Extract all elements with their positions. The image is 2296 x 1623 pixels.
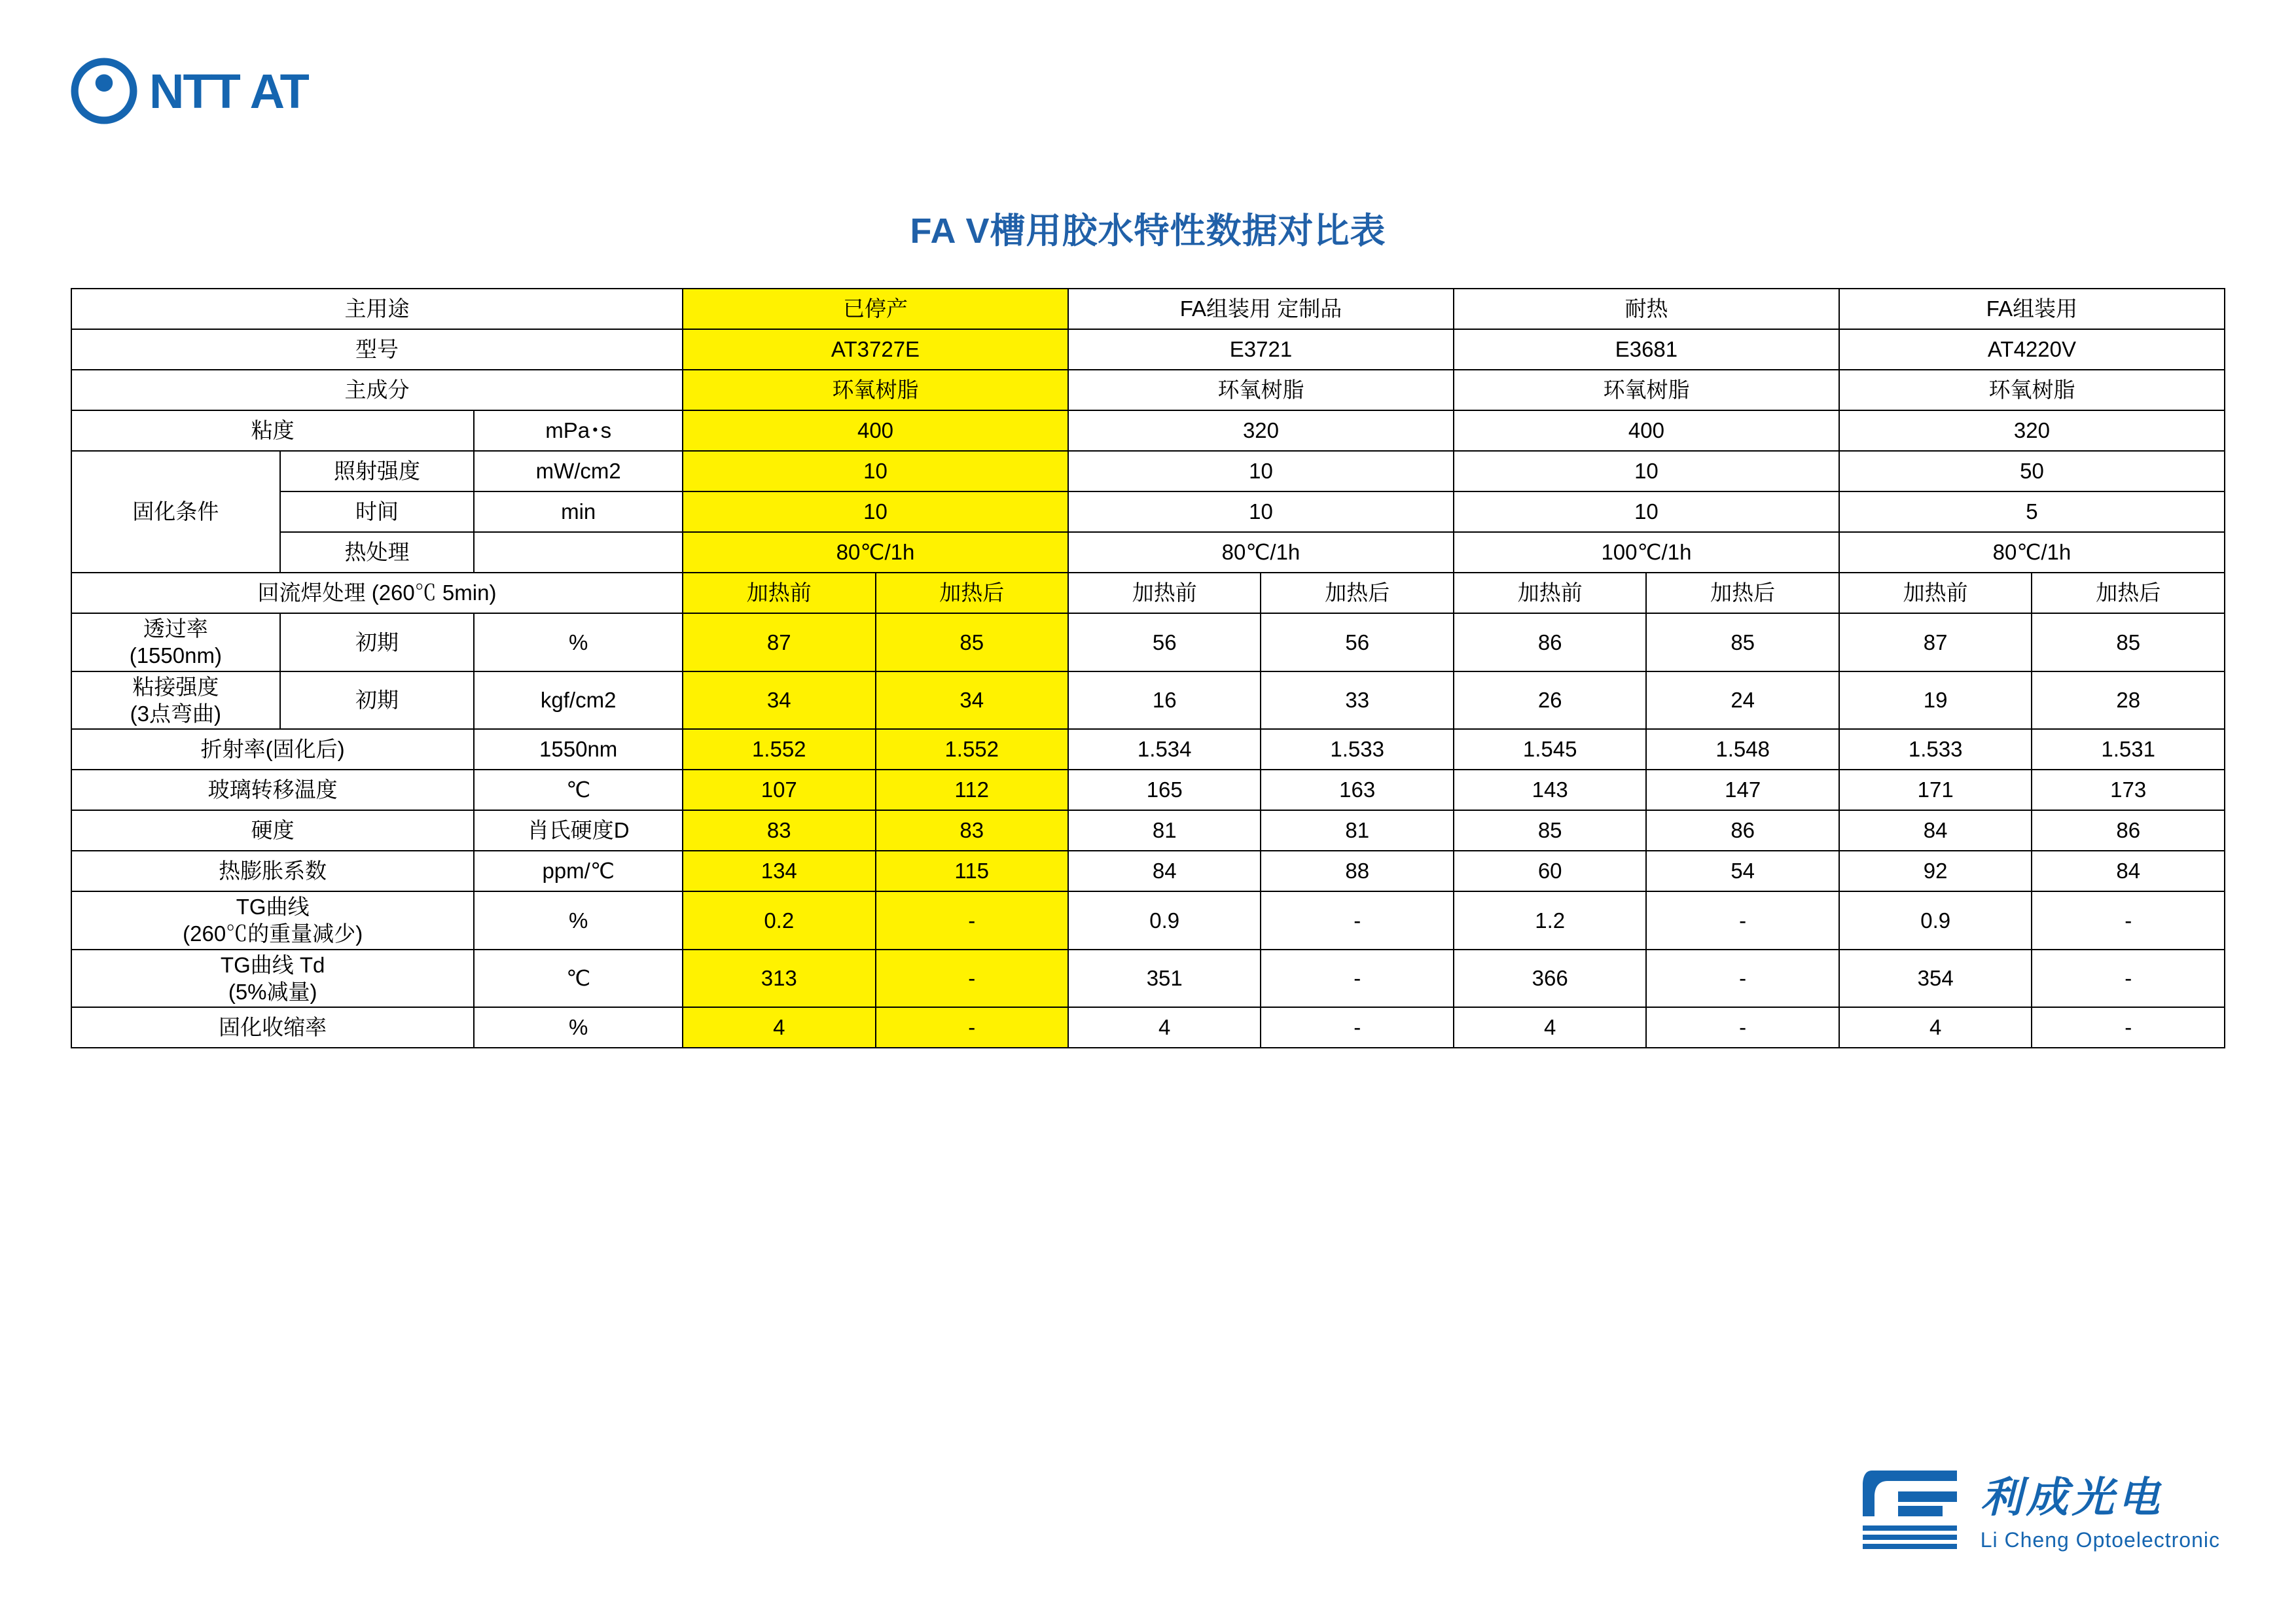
cell-model-col3: E3681 <box>1454 329 1839 370</box>
cell-time-col1: 10 <box>683 491 1068 532</box>
table-row <box>71 410 2225 451</box>
cell-adhesion-6: 24 <box>1646 671 1839 730</box>
cell-transmittance-6: 85 <box>1646 613 1839 671</box>
row-label-main-use: 主用途 <box>71 289 683 329</box>
subheader-before-col4: 加热前 <box>1839 573 2032 613</box>
row-label-glass-transition: 玻璃转移温度 <box>71 770 474 810</box>
cell-tg-5: 143 <box>1454 770 1646 810</box>
cell-tgtd-2: - <box>876 950 1068 1008</box>
subheader-after-col4: 加热后 <box>2032 573 2225 613</box>
cell-tgtd-4: - <box>1261 950 1453 1008</box>
row-unit-glass-transition: ℃ <box>474 770 683 810</box>
cell-tgw-3: 0.9 <box>1068 891 1261 950</box>
cell-adhesion-4: 33 <box>1261 671 1453 730</box>
table-row <box>71 370 2225 410</box>
row-label-transmittance <box>71 613 280 671</box>
cell-model-col4: AT4220V <box>1839 329 2225 370</box>
cell-shrink-2: - <box>876 1007 1068 1048</box>
ntt-at-circle-logo-icon <box>71 58 137 124</box>
li-cheng-name-cn: 利成光电 <box>1980 1474 2164 1521</box>
row-label-tg-td-line2: (5%减量) <box>228 979 317 1004</box>
cell-cte-8: 84 <box>2032 851 2225 891</box>
page-title: FA V槽用胶水特性数据对比表 <box>910 211 1386 251</box>
cell-tgw-4: - <box>1261 891 1453 950</box>
table-row <box>71 573 2225 613</box>
cell-tgtd-6: - <box>1646 950 1839 1008</box>
cell-main-use-col2: FA组装用 定制品 <box>1068 289 1454 329</box>
li-cheng-mark-icon <box>1859 1465 1964 1552</box>
row-unit-irradiance: mW/cm2 <box>474 451 683 491</box>
table-row <box>71 891 2225 950</box>
subheader-before-col1: 加热前 <box>683 573 875 613</box>
row-unit-cure-shrinkage: % <box>474 1007 683 1048</box>
row-label-adhesion-line1: 粘接强度 <box>132 674 219 699</box>
cell-tg-7: 171 <box>1839 770 2032 810</box>
cell-tgw-5: 1.2 <box>1454 891 1646 950</box>
cell-tgw-7: 0.9 <box>1839 891 2032 950</box>
cell-transmittance-2: 85 <box>876 613 1068 671</box>
cell-time-col2: 10 <box>1068 491 1454 532</box>
row-unit-refractive-index: 1550nm <box>474 729 683 770</box>
row-label-tg-td-line1: TG曲线 Td <box>220 952 325 977</box>
table-row <box>71 950 2225 1008</box>
cell-tg-6: 147 <box>1646 770 1839 810</box>
cell-irradiance-col1: 10 <box>683 451 1068 491</box>
row-label-heat-treatment: 热处理 <box>280 532 475 573</box>
row-label-adhesion <box>71 671 280 730</box>
cell-tg-3: 165 <box>1068 770 1261 810</box>
li-cheng-name-en: Li Cheng Optoelectronic <box>1980 1528 2220 1552</box>
row-stage-transmittance: 初期 <box>280 613 475 671</box>
row-label-tg-td <box>71 950 474 1008</box>
row-label-tg-weight-loss-line2: (260℃的重量减少) <box>183 921 363 946</box>
cell-time-col3: 10 <box>1454 491 1839 532</box>
cell-shrink-6: - <box>1646 1007 1839 1048</box>
row-label-adhesion-line2: (3点弯曲) <box>130 701 221 726</box>
cell-refractive-7: 1.533 <box>1839 729 2032 770</box>
row-label-tg-weight-loss-line1: TG曲线 <box>236 895 310 919</box>
cell-shrink-8: - <box>2032 1007 2225 1048</box>
cell-adhesion-5: 26 <box>1454 671 1646 730</box>
table-row <box>71 532 2225 573</box>
row-stage-adhesion: 初期 <box>280 671 475 730</box>
row-label-tg-weight-loss <box>71 891 474 950</box>
cell-component-col2: 环氧树脂 <box>1068 370 1454 410</box>
row-unit-hardness: 肖氏硬度D <box>474 810 683 851</box>
cell-component-col4: 环氧树脂 <box>1839 370 2225 410</box>
subheader-after-col2: 加热后 <box>1261 573 1453 613</box>
cell-shrink-4: - <box>1261 1007 1453 1048</box>
cell-refractive-6: 1.548 <box>1646 729 1839 770</box>
cell-cte-5: 60 <box>1454 851 1646 891</box>
cell-tg-2: 112 <box>876 770 1068 810</box>
row-label-component: 主成分 <box>71 370 683 410</box>
row-unit-heat-treatment <box>474 532 683 573</box>
row-unit-viscosity: mPa･s <box>474 410 683 451</box>
table-row <box>71 451 2225 491</box>
cell-hardness-8: 86 <box>2032 810 2225 851</box>
ntt-at-logo <box>71 58 308 124</box>
cell-tgw-2: - <box>876 891 1068 950</box>
cell-tgtd-1: 313 <box>683 950 875 1008</box>
cell-component-col3: 环氧树脂 <box>1454 370 1839 410</box>
cell-refractive-2: 1.552 <box>876 729 1068 770</box>
row-unit-time: min <box>474 491 683 532</box>
cell-main-use-col4: FA组装用 <box>1839 289 2225 329</box>
cell-shrink-5: 4 <box>1454 1007 1646 1048</box>
cell-transmittance-1: 87 <box>683 613 875 671</box>
table-row <box>71 491 2225 532</box>
cell-heat-treatment-col2: 80℃/1h <box>1068 532 1454 573</box>
cell-heat-treatment-col4: 80℃/1h <box>1839 532 2225 573</box>
cell-main-use-col1: 已停产 <box>683 289 1068 329</box>
table-row <box>71 729 2225 770</box>
cell-transmittance-8: 85 <box>2032 613 2225 671</box>
cell-transmittance-4: 56 <box>1261 613 1453 671</box>
row-label-refractive-index: 折射率(固化后) <box>71 729 474 770</box>
cell-transmittance-3: 56 <box>1068 613 1261 671</box>
subheader-after-col1: 加热后 <box>876 573 1068 613</box>
row-unit-cte: ppm/℃ <box>474 851 683 891</box>
table-row <box>71 770 2225 810</box>
cell-cte-7: 92 <box>1839 851 2032 891</box>
cell-hardness-4: 81 <box>1261 810 1453 851</box>
li-cheng-text <box>1981 1464 2220 1552</box>
cell-tg-4: 163 <box>1261 770 1453 810</box>
cell-cte-3: 84 <box>1068 851 1261 891</box>
row-label-viscosity: 粘度 <box>71 410 474 451</box>
table-row <box>71 1007 2225 1048</box>
cell-hardness-2: 83 <box>876 810 1068 851</box>
cell-shrink-7: 4 <box>1839 1007 2032 1048</box>
cell-refractive-3: 1.534 <box>1068 729 1261 770</box>
row-unit-tg-td: ℃ <box>474 950 683 1008</box>
table-row <box>71 329 2225 370</box>
row-label-irradiance: 照射强度 <box>280 451 475 491</box>
cell-component-col1: 环氧树脂 <box>683 370 1068 410</box>
cell-model-col2: E3721 <box>1068 329 1454 370</box>
spec-table-container <box>71 288 2225 1048</box>
cell-time-col4: 5 <box>1839 491 2225 532</box>
cell-tg-1: 107 <box>683 770 875 810</box>
cell-hardness-5: 85 <box>1454 810 1646 851</box>
cell-irradiance-col3: 10 <box>1454 451 1839 491</box>
cell-tgw-6: - <box>1646 891 1839 950</box>
li-cheng-logo <box>1859 1464 2220 1552</box>
row-label-reflow: 回流焊处理 (260℃ 5min) <box>71 573 683 613</box>
cell-hardness-6: 86 <box>1646 810 1839 851</box>
cell-tgw-1: 0.2 <box>683 891 875 950</box>
cell-refractive-8: 1.531 <box>2032 729 2225 770</box>
table-row <box>71 851 2225 891</box>
cell-adhesion-7: 19 <box>1839 671 2032 730</box>
cell-shrink-1: 4 <box>683 1007 875 1048</box>
cell-main-use-col3: 耐热 <box>1454 289 1839 329</box>
cell-refractive-1: 1.552 <box>683 729 875 770</box>
cell-tgw-8: - <box>2032 891 2225 950</box>
table-row <box>71 613 2225 671</box>
cell-adhesion-3: 16 <box>1068 671 1261 730</box>
row-label-cte: 热膨胀系数 <box>71 851 474 891</box>
row-label-model: 型号 <box>71 329 683 370</box>
cell-refractive-5: 1.545 <box>1454 729 1646 770</box>
row-label-cure-conditions: 固化条件 <box>71 451 280 573</box>
cell-shrink-3: 4 <box>1068 1007 1261 1048</box>
row-unit-transmittance: % <box>474 613 683 671</box>
row-label-transmittance-line2: (1550nm) <box>129 643 222 668</box>
cell-hardness-3: 81 <box>1068 810 1261 851</box>
subheader-before-col2: 加热前 <box>1068 573 1261 613</box>
cell-cte-1: 134 <box>683 851 875 891</box>
cell-transmittance-5: 86 <box>1454 613 1646 671</box>
cell-transmittance-7: 87 <box>1839 613 2032 671</box>
cell-irradiance-col4: 50 <box>1839 451 2225 491</box>
cell-hardness-7: 84 <box>1839 810 2032 851</box>
row-unit-tg-weight-loss: % <box>474 891 683 950</box>
cell-heat-treatment-col3: 100℃/1h <box>1454 532 1839 573</box>
cell-tgtd-8: - <box>2032 950 2225 1008</box>
cell-refractive-4: 1.533 <box>1261 729 1453 770</box>
subheader-after-col3: 加热后 <box>1646 573 1839 613</box>
row-label-hardness: 硬度 <box>71 810 474 851</box>
ntt-at-wordmark: NTT AT <box>149 63 308 118</box>
table-row <box>71 810 2225 851</box>
cell-tgtd-5: 366 <box>1454 950 1646 1008</box>
cell-tg-8: 173 <box>2032 770 2225 810</box>
cell-adhesion-1: 34 <box>683 671 875 730</box>
row-label-time: 时间 <box>280 491 475 532</box>
cell-viscosity-col4: 320 <box>1839 410 2225 451</box>
cell-hardness-1: 83 <box>683 810 875 851</box>
row-label-cure-shrinkage: 固化收缩率 <box>71 1007 474 1048</box>
adhesive-spec-table <box>71 288 2225 1048</box>
cell-adhesion-2: 34 <box>876 671 1068 730</box>
cell-viscosity-col2: 320 <box>1068 410 1454 451</box>
table-row <box>71 671 2225 730</box>
cell-viscosity-col1: 400 <box>683 410 1068 451</box>
cell-cte-6: 54 <box>1646 851 1839 891</box>
cell-tgtd-3: 351 <box>1068 950 1261 1008</box>
cell-cte-4: 88 <box>1261 851 1453 891</box>
row-unit-adhesion: kgf/cm2 <box>474 671 683 730</box>
cell-viscosity-col3: 400 <box>1454 410 1839 451</box>
cell-model-col1: AT3727E <box>683 329 1068 370</box>
cell-heat-treatment-col1: 80℃/1h <box>683 532 1068 573</box>
row-label-transmittance-line1: 透过率 <box>143 616 208 641</box>
table-row <box>71 289 2225 329</box>
cell-cte-2: 115 <box>876 851 1068 891</box>
cell-irradiance-col2: 10 <box>1068 451 1454 491</box>
subheader-before-col3: 加热前 <box>1454 573 1646 613</box>
cell-tgtd-7: 354 <box>1839 950 2032 1008</box>
cell-adhesion-8: 28 <box>2032 671 2225 730</box>
